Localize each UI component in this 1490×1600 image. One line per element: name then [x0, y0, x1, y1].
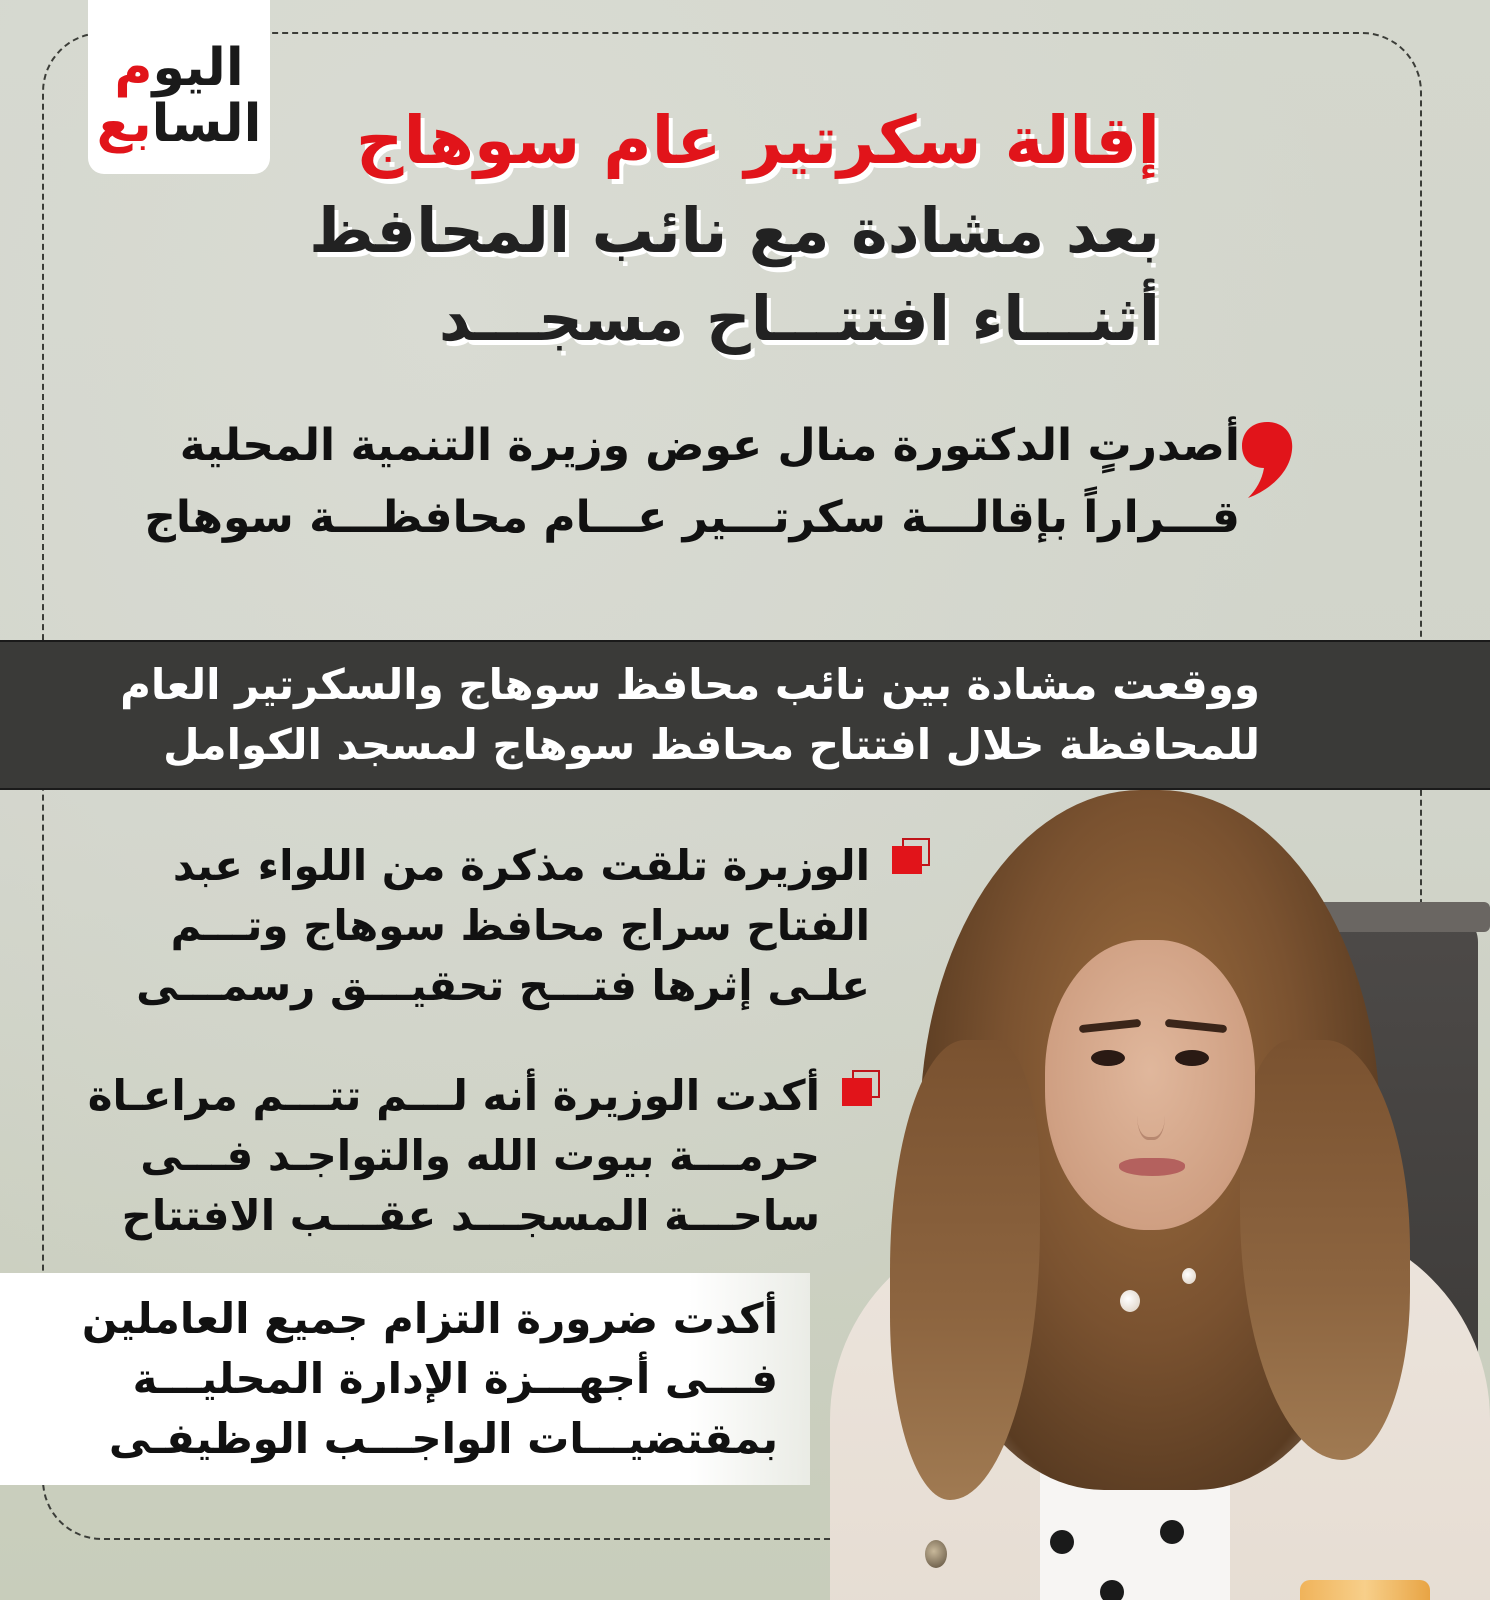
bullet-line: الوزيرة تلقت مذكرة من اللواء عبد: [172, 841, 870, 890]
logo-line-2: [97, 96, 262, 152]
brand-logo[interactable]: [88, 0, 270, 174]
minister-portrait: [790, 790, 1490, 1600]
red-square-bullet-icon: [892, 838, 932, 874]
bullet-line: حرمـــة بيوت الله والتواجـد فـــى: [140, 1131, 820, 1180]
closing-line-1: أكدت ضرورة التزام جميع العاملين: [81, 1294, 778, 1343]
closing-line-2: فـــى أجهـــزة الإدارة المحليـــة: [132, 1354, 778, 1403]
logo-text-black: السا: [151, 94, 262, 154]
pearl-necklace: [1120, 1290, 1140, 1312]
face: [1045, 940, 1255, 1230]
closing-panel: [0, 1273, 810, 1485]
bullet-line: ساحـــة المسجـــد عقـــب الافتتاح: [121, 1191, 820, 1240]
headline-line-1: إقالة سكرتير عام سوهاج: [355, 102, 1160, 179]
bullet-point-2: [87, 1066, 820, 1246]
logo-text-red: م: [114, 38, 153, 98]
logo-line-1: [114, 40, 243, 96]
intro-line-2: قـــراراً بإقالـــة سكرتـــير عـــام محافظـــة سوهاج: [144, 492, 1240, 543]
closing-line-3: بمقتضيـــات الواجـــب الوظيفـى: [108, 1414, 778, 1463]
logo-text-black: اليو: [152, 38, 244, 98]
pearl-necklace: [1182, 1268, 1196, 1284]
quote-mark-icon: [1240, 420, 1294, 500]
intro-line-1: أصدرتٍ الدكتورة منال عوض وزيرة التنمية المحلية: [179, 420, 1240, 471]
band-line-1: ووقعت مشادة بين نائب محافظ سوهاج والسكرتير العام: [120, 660, 1260, 709]
highlight-band: [0, 640, 1490, 790]
intro-paragraph: [144, 410, 1240, 554]
red-square-bullet-icon: [842, 1070, 882, 1106]
headline: [309, 95, 1160, 363]
headline-line-3: أثنـــاء افتتـــاح مسجـــد: [438, 282, 1160, 355]
bullet-line: علـى إثرها فتـــح تحقيـــق رسمـــى: [136, 961, 870, 1010]
bullet-line: الفتاح سراج محافظ سوهاج وتـــم: [170, 901, 870, 950]
bullet-line: أكدت الوزيرة أنه لـــم تتـــم مراعـاة: [87, 1071, 820, 1120]
headline-line-2: بعد مشادة مع نائب المحافظ: [309, 194, 1160, 267]
bullet-point-1: [136, 836, 870, 1016]
bracelet: [1300, 1580, 1430, 1600]
jacket-button: [925, 1540, 947, 1568]
band-line-2: للمحافظة خلال افتتاح محافظ سوهاج لمسجد الكوامل: [163, 720, 1260, 769]
logo-text-red: بع: [96, 94, 152, 154]
